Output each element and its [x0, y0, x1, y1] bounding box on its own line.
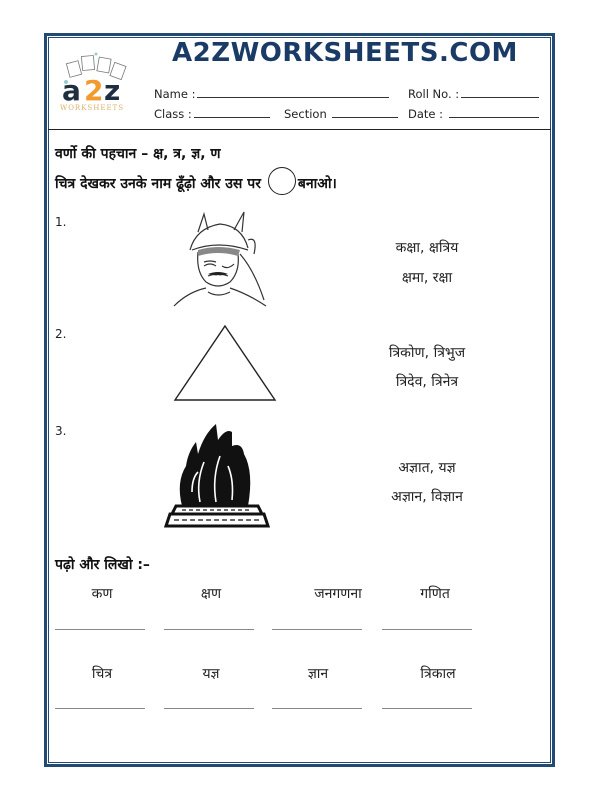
- svg-text:2: 2: [84, 74, 104, 107]
- worksheet-heading: वर्णो की पहचान – क्ष, त्र, ज्ञ, ण: [55, 146, 221, 162]
- word-item: क्षण: [200, 586, 222, 602]
- word-item: यज्ञ: [202, 666, 220, 682]
- header-divider: [48, 129, 551, 130]
- word-item: जनगणना: [314, 586, 362, 602]
- writing-line[interactable]: [382, 708, 472, 709]
- svg-text:a: a: [62, 74, 81, 107]
- name-field[interactable]: Name :: [154, 87, 389, 101]
- option-1b[interactable]: क्षमा, रक्षा: [401, 270, 453, 286]
- option-1a[interactable]: कक्षा, क्षत्रिय: [395, 240, 459, 256]
- task-instruction: चित्र देखकर उनके नाम ढूँढ़ो और उस पर बनाओ।: [55, 173, 337, 195]
- triangle-image: [172, 323, 278, 407]
- option-2b[interactable]: त्रिदेव, त्रिनेत्र: [395, 374, 459, 390]
- writing-line[interactable]: [164, 708, 254, 709]
- circle-icon: [268, 167, 296, 195]
- word-item: गणित: [420, 586, 450, 602]
- writing-line[interactable]: [164, 629, 254, 630]
- section-field[interactable]: Section: [284, 107, 398, 121]
- date-blank[interactable]: [449, 108, 539, 118]
- triangle-icon: [172, 323, 278, 403]
- writing-line[interactable]: [272, 629, 362, 630]
- havan-fire-image: [162, 422, 272, 536]
- class-field[interactable]: Class :: [154, 107, 270, 121]
- name-blank[interactable]: [197, 88, 389, 98]
- word-item: ज्ञान: [307, 666, 329, 682]
- word-item: त्रिकाल: [420, 666, 456, 682]
- svg-text:WORKSHEETS: WORKSHEETS: [60, 104, 125, 112]
- option-3b[interactable]: अज्ञान, विज्ञान: [391, 489, 463, 505]
- writing-line[interactable]: [382, 629, 472, 630]
- option-3a[interactable]: अज्ञात, यज्ञ: [398, 460, 456, 476]
- option-2a[interactable]: त्रिकोण, त्रिभुज: [388, 345, 466, 361]
- writing-line[interactable]: [55, 629, 145, 630]
- roll-blank[interactable]: [461, 88, 539, 98]
- writing-line[interactable]: [272, 708, 362, 709]
- word-item: चित्र: [91, 666, 113, 682]
- site-title: A2ZWORKSHEETS.COM: [172, 38, 518, 68]
- date-field[interactable]: Date :: [408, 107, 539, 121]
- svg-text:z: z: [104, 74, 121, 107]
- question-number: 3.: [55, 424, 67, 438]
- question-number: 1.: [55, 215, 67, 229]
- writing-line[interactable]: [55, 708, 145, 709]
- warrior-portrait-image: [168, 210, 270, 312]
- read-write-heading: पढ़ो और लिखो :–: [55, 557, 150, 573]
- roll-field[interactable]: Roll No. :: [408, 87, 539, 101]
- logo-graphic-icon: [58, 52, 140, 112]
- fire-icon: [162, 422, 272, 532]
- word-item: कण: [91, 586, 113, 602]
- warrior-icon: [168, 210, 270, 308]
- section-blank[interactable]: [332, 108, 398, 118]
- a2z-logo: [58, 52, 140, 112]
- class-blank[interactable]: [194, 108, 270, 118]
- question-number: 2.: [55, 327, 67, 341]
